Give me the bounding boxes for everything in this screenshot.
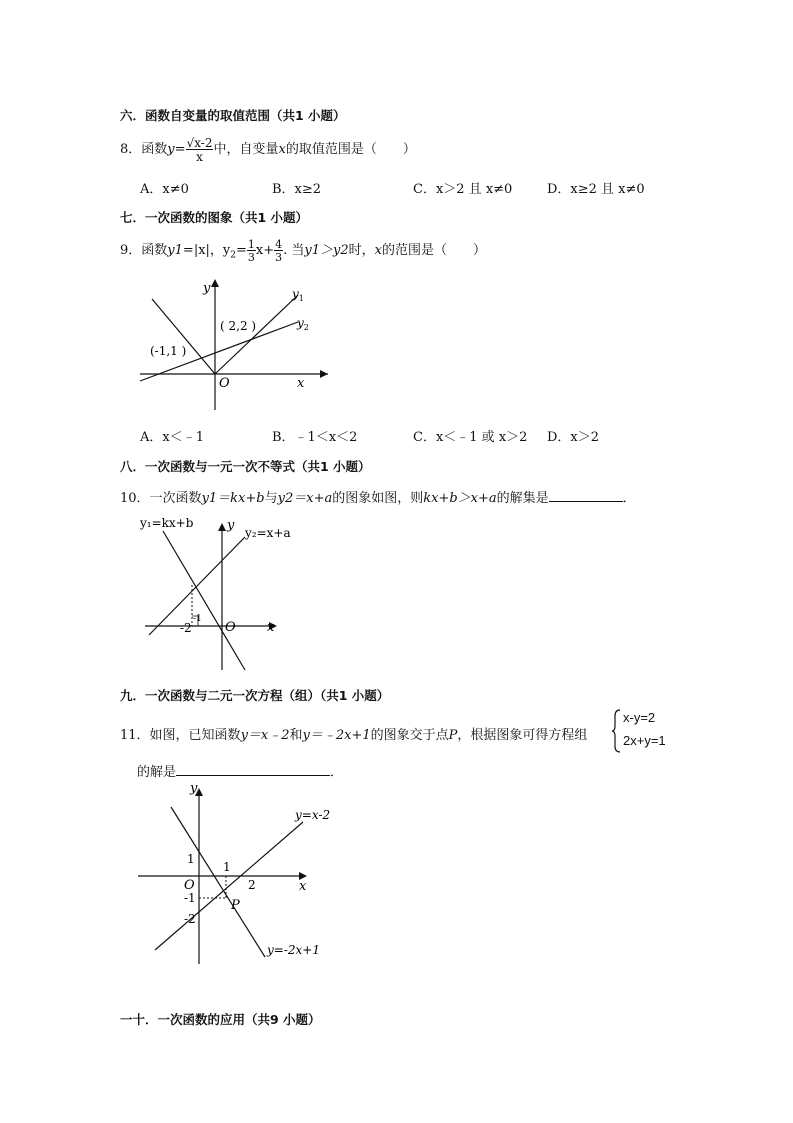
q10-y-arrow — [218, 523, 226, 531]
question-10: 10．一次函数y1＝kx+b与y2＝x+a的图象如图，则kx+b＞x+a的解集是 ． — [120, 491, 636, 506]
q10-graph — [135, 515, 291, 675]
q11-eq2: 2x+y=1 — [623, 733, 666, 748]
q9-origin-label: O — [219, 376, 230, 391]
q10-origin-label: O — [225, 620, 236, 635]
q11-y-label: y — [190, 781, 198, 796]
q8-option-b: B．x≥2 — [272, 182, 322, 197]
q11-eq1: x-y=2 — [623, 710, 656, 725]
section-8-heading: 八．一次函数与一元一次不等式（共1 小题） — [120, 459, 371, 474]
q11-answer-blank[interactable] — [176, 775, 330, 776]
q11-x-label: x — [299, 879, 307, 894]
section-10-heading: 一十．一次函数的应用（共9 小题） — [120, 1012, 321, 1027]
q9-graph — [130, 275, 330, 415]
q11-equation-system — [612, 708, 672, 754]
q11-line2: 的解是 ． — [137, 765, 344, 780]
section-7-heading: 七．一次函数的图象（共1 小题） — [120, 210, 309, 225]
question-9: 9．函数y1=|x|，$y_2=$ $\frac{1}{3}$ x+ $\frac{4}{3}$ . 当y1＞y2时，x的范围是（ ） — [120, 237, 487, 264]
q9-x-label: x — [297, 376, 305, 391]
q9-y1-right — [215, 295, 298, 374]
q11-graph — [135, 782, 345, 967]
q11-tick-y-1: 1 — [187, 852, 195, 866]
q11-origin-label: O — [184, 878, 195, 893]
q11-tick-x-1: 1 — [223, 860, 231, 874]
q11-line-x-minus-2 — [155, 822, 303, 950]
q11-point-p-label: P — [231, 898, 240, 913]
q8-option-a: A．x≠0 — [140, 182, 189, 197]
q9-x-arrow — [320, 370, 328, 378]
q10-y1-line — [163, 531, 245, 670]
q10-y2-label: y₂=x+a — [245, 526, 291, 540]
q9-option-c: C．x＜﹣1 或 x＞2 — [413, 430, 528, 445]
q9-point-neg1-1: (-1,1 ) — [150, 344, 187, 358]
q10-tick-neg1: -1 — [193, 614, 202, 624]
brace-icon — [612, 708, 622, 754]
q8-option-d: D．x≥2 且 x≠0 — [547, 182, 645, 197]
question-8: 8．函数y= $\frac{√x-2}{x}$ 中，自变量x的取值范围是（ ） — [120, 135, 416, 164]
q9-y2-label: $y_2$ — [297, 316, 309, 332]
q11-label-x-minus-2: y=x-2 — [295, 808, 331, 822]
q11-number: 11． — [120, 728, 150, 743]
q9-y-label: y — [203, 281, 211, 296]
section-9-heading: 九．一次函数与二元一次方程（组）（共1 小题） — [120, 688, 390, 703]
q8-option-c: C．x＞2 且 x≠0 — [413, 182, 513, 197]
q11-tick-x-2: 2 — [248, 878, 256, 892]
q10-y-label: y — [227, 518, 235, 533]
q9-y-arrow — [211, 279, 219, 287]
q8-fraction: $\frac{√x-2}{x}$ — [186, 135, 213, 164]
q9-y1-left — [152, 299, 215, 374]
q9-option-a: A．x＜﹣1 — [140, 430, 204, 445]
q11-tick-y-neg2: -2 — [184, 912, 196, 926]
q10-number: 10． — [120, 491, 150, 506]
q10-tick-neg2: -2 — [180, 621, 192, 635]
q9-point-2-2: ( 2,2 ) — [220, 319, 257, 333]
q9-number: 9． — [120, 243, 142, 258]
q9-y1-label: $y_1$ — [292, 287, 304, 303]
q10-answer-blank[interactable] — [549, 501, 623, 502]
q10-x-label: x — [267, 620, 275, 635]
q9-option-b: B．﹣1＜x＜2 — [272, 430, 358, 445]
question-11: 11．如图，已知函数y＝x﹣2和y＝﹣2x+1的图象交于点P，根据图象可得方程组 — [120, 728, 588, 743]
section-6-heading: 六．函数自变量的取值范围（共1 小题） — [120, 108, 346, 123]
q11-tick-y-neg1: -1 — [184, 891, 196, 905]
q10-y1-label: y₁=kx+b — [140, 516, 194, 530]
q8-number: 8． — [120, 142, 142, 157]
q11-label-neg2x-plus-1: y=-2x+1 — [267, 943, 320, 957]
q9-option-d: D．x＞2 — [547, 430, 600, 445]
